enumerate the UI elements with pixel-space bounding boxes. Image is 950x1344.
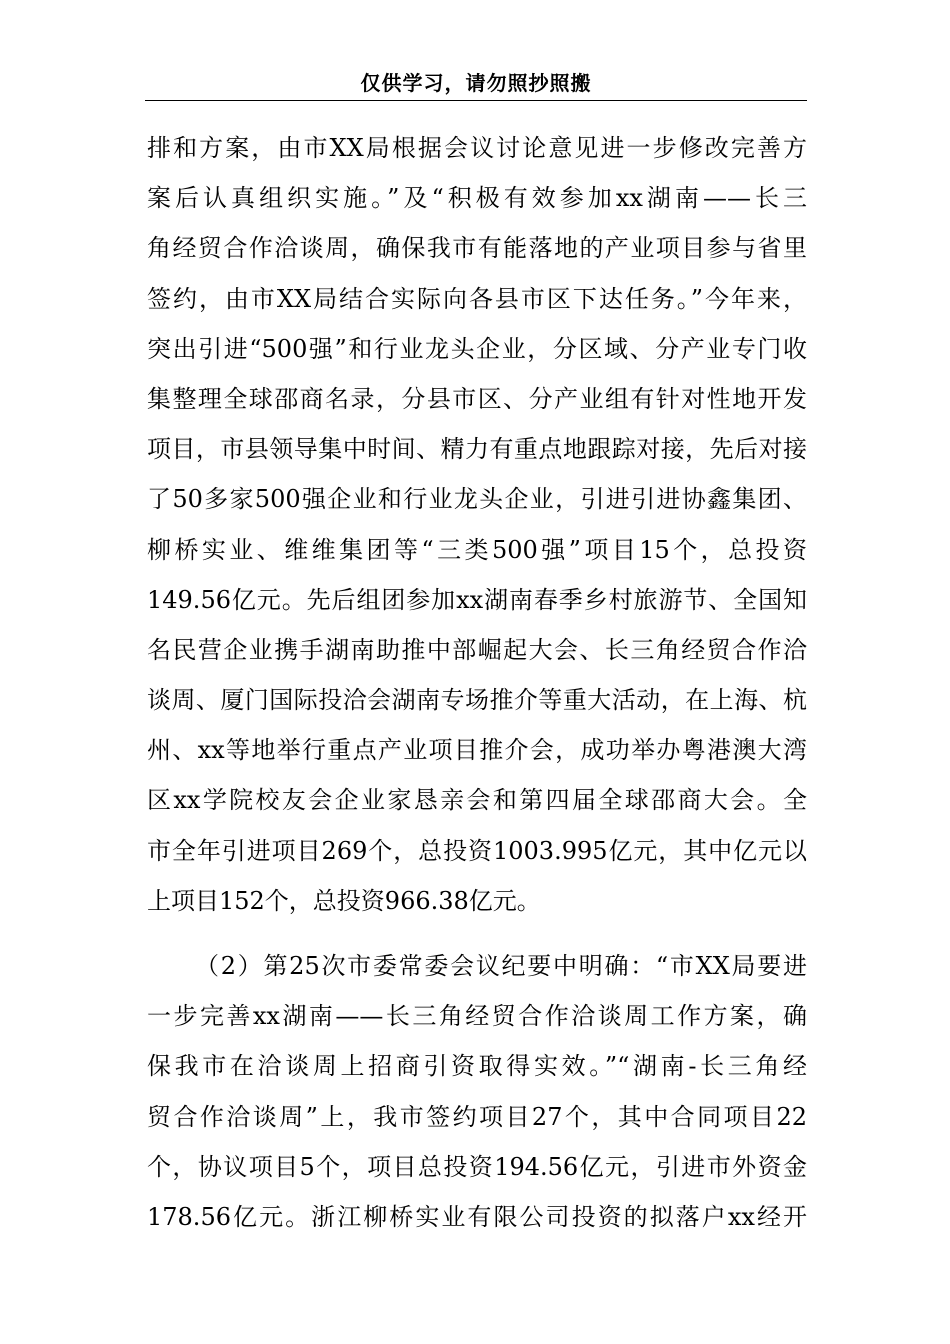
text-line: 谈周、厦门国际投洽会湖南专场推介等重大活动，在上海、杭 xyxy=(147,686,807,715)
paragraph-gap xyxy=(147,926,807,941)
text-line: 贸合作洽谈周”上，我市签约项目27个，其中合同项目22 xyxy=(147,1102,807,1131)
text-line: 名民营企业携手湖南助推中部崛起大会、长三角经贸合作洽 xyxy=(147,635,807,664)
text-line: 角经贸合作洽谈周，确保我市有能落地的产业项目参与省里 xyxy=(147,234,807,263)
text-line: 市全年引进项目269个，总投资1003.995亿元，其中亿元以 xyxy=(147,836,807,865)
text-line: 一步完善xx湖南——长三角经贸合作洽谈周工作方案，确 xyxy=(147,1002,807,1031)
document-body xyxy=(147,123,807,1242)
text-line: 保我市在洽谈周上招商引资取得实效。”“湖南-长三角经 xyxy=(147,1052,807,1081)
text-line: 案后认真组织实施。”及“积极有效参加xx湖南——长三 xyxy=(147,184,807,213)
text-line: 178.56亿元。浙江柳桥实业有限公司投资的拟落户xx经开 xyxy=(147,1202,807,1231)
text-line: 州、xx等地举行重点产业项目推介会，成功举办粤港澳大湾 xyxy=(147,736,807,765)
text-line: 个，协议项目5个，项目总投资194.56亿元，引进市外资金 xyxy=(147,1152,807,1181)
text-line: 区xx学院校友会企业家恳亲会和第四届全球邵商大会。全 xyxy=(147,786,807,815)
text-line: 柳桥实业、维维集团等“三类500强”项目15个，总投资 xyxy=(147,535,807,564)
text-line: 项目，市县领导集中时间、精力有重点地跟踪对接，先后对接 xyxy=(147,435,807,464)
text-line: 签约，由市XX局结合实际向各县市区下达任务。”今年来， xyxy=(147,284,807,313)
paragraph-1 xyxy=(147,123,807,926)
page-header xyxy=(145,66,807,101)
text-line: 集整理全球邵商名录，分县市区、分产业组有针对性地开发 xyxy=(147,384,807,413)
text-line: 149.56亿元。先后组团参加xx湖南春季乡村旅游节、全国知 xyxy=(147,585,807,614)
text-line: （2）第25次市委常委会议纪要中明确：“市XX局要进 xyxy=(195,952,807,980)
text-line: 上项目152个，总投资966.38亿元。 xyxy=(147,886,541,915)
text-line: 排和方案，由市XX局根据会议讨论意见进一步修改完善方 xyxy=(147,134,807,162)
paragraph-2 xyxy=(147,941,807,1242)
header-title: 仅供学习，请勿照抄照搬 xyxy=(360,71,592,95)
text-line: 了50多家500强企业和行业龙头企业，引进引进协鑫集团、 xyxy=(147,485,807,514)
text-line: 突出引进“500强”和行业龙头企业，分区域、分产业专门收 xyxy=(147,334,807,363)
